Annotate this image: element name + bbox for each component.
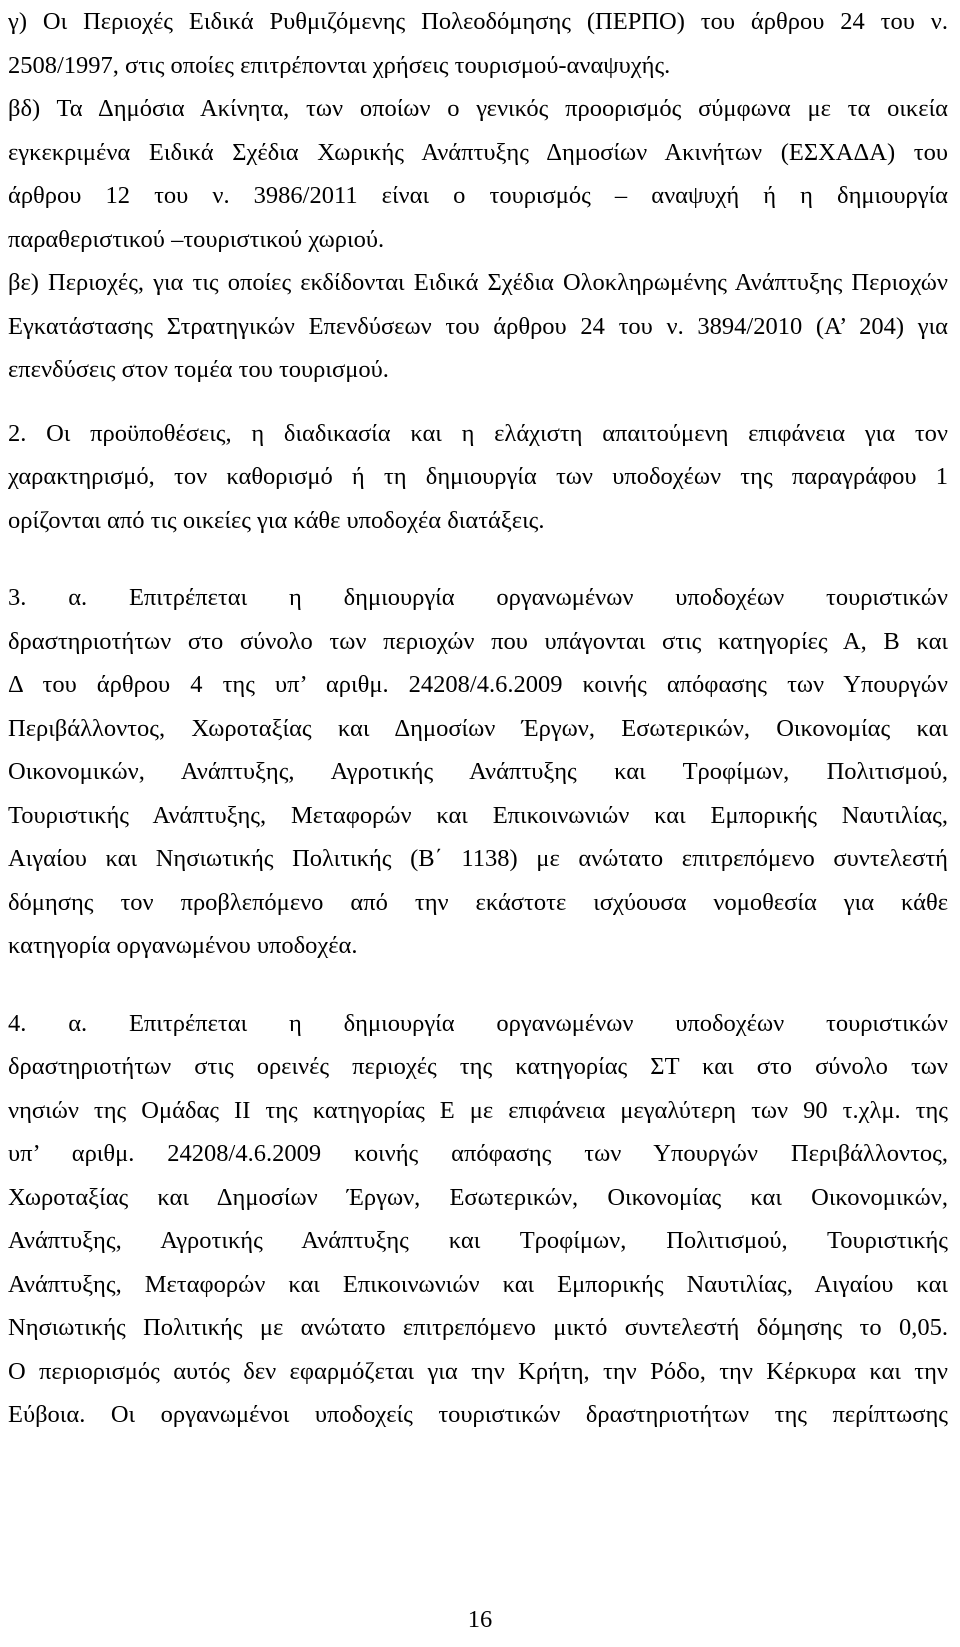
text-line: επενδύσεις στον τομέα του τουρισμού.: [8, 356, 389, 383]
text-line: 2508/1997, στις οποίες επιτρέπονται χρήσεις τουρισμού-αναψυχής.: [8, 51, 671, 79]
paragraph-2: [8, 412, 948, 543]
text-line: γ) Οι Περιοχές Ειδικά Ρυθμιζόμενης Πολεοδόμησης (ΠΕΡΠΟ) του άρθρου 24 του ν.: [8, 8, 948, 35]
text-line: δόμησης τον προβλεπόμενο από την εκάστοτε ισχύουσα νομοθεσία για κάθε: [8, 888, 948, 916]
paragraph-3: [8, 576, 948, 968]
text-line: παραθεριστικού –τουριστικού χωριού.: [8, 225, 385, 253]
text-line: Τουριστικής Ανάπτυξης, Μεταφορών και Επικοινωνιών και Εμπορικής Ναυτιλίας,: [8, 801, 948, 829]
text-line: βε) Περιοχές, για τις οποίες εκδίδονται Ειδικά Σχέδια Ολοκληρωμένης Ανάπτυξης Περιοχών: [8, 269, 948, 296]
text-line: 2. Οι προϋποθέσεις, η διαδικασία και η ελάχιστη απαιτούμενη επιφάνεια για τον: [8, 419, 948, 447]
text-line: Εγκατάστασης Στρατηγικών Επενδύσεων του άρθρου 24 του ν. 3894/2010 (Α’ 204) για: [8, 312, 948, 340]
text-line: κατηγορία οργανωμένου υποδοχέα.: [8, 932, 358, 959]
text-line: Εύβοια. Οι οργανωμένοι υποδοχείς τουριστικών δραστηριοτήτων της περίπτωσης: [8, 1401, 948, 1428]
paragraph-ve: [8, 261, 948, 392]
text-line: Ο περιορισμός αυτός δεν εφαρμόζεται για την Κρήτη, την Ρόδο, την Κέρκυρα και την: [8, 1357, 948, 1385]
page-number: 16: [467, 1606, 493, 1633]
text-line: Οικονομικών, Ανάπτυξης, Αγροτικής Ανάπτυξης και Τροφίμων, Πολιτισμού,: [8, 758, 948, 785]
text-line: νησιών της Ομάδας ΙΙ της κατηγορίας Ε με επιφάνεια μεγαλύτερη των 90 τ.χλμ. της: [8, 1096, 948, 1124]
text-line: εγκεκριμένα Ειδικά Σχέδια Χωρικής Ανάπτυξης Δημοσίων Ακινήτων (ΕΣΧΑΔΑ) του: [8, 138, 948, 166]
text-line: 4. α. Επιτρέπεται η δημιουργία οργανωμένων υποδοχέων τουριστικών: [8, 1009, 948, 1037]
text-line: Αιγαίου και Νησιωτικής Πολιτικής (Β΄ 1138) με ανώτατο επιτρεπόμενο συντελεστή: [8, 845, 948, 872]
text-line: 3. α. Επιτρέπεται η δημιουργία οργανωμένων υποδοχέων τουριστικών: [8, 584, 948, 611]
document-body: [8, 0, 948, 1437]
text-line: Περιβάλλοντος, Χωροταξίας και Δημοσίων Έργων, Εσωτερικών, Οικονομίας και: [8, 714, 948, 742]
text-line: Δ του άρθρου 4 της υπ’ αριθμ. 24208/4.6.2009 κοινής απόφασης των Υπουργών: [8, 671, 948, 698]
text-line: άρθρου 12 του ν. 3986/2011 είναι ο τουρισμός – αναψυχή ή η δημιουργία: [8, 182, 948, 209]
text-line: Ανάπτυξης, Αγροτικής Ανάπτυξης και Τροφίμων, Πολιτισμού, Τουριστικής: [8, 1227, 948, 1254]
text-line: υπ’ αριθμ. 24208/4.6.2009 κοινής απόφασης των Υπουργών Περιβάλλοντος,: [8, 1140, 948, 1167]
text-line: Νησιωτικής Πολιτικής με ανώτατο επιτρεπόμενο μικτό συντελεστή δόμησης το 0,05.: [8, 1314, 948, 1341]
text-line: Ανάπτυξης, Μεταφορών και Επικοινωνιών και Εμπορικής Ναυτιλίας, Αιγαίου και: [8, 1270, 948, 1298]
paragraph-gamma: [8, 0, 948, 87]
text-line: βδ) Τα Δημόσια Ακίνητα, των οποίων ο γενικός προορισμός σύμφωνα με τα οικεία: [8, 95, 948, 122]
text-line: ορίζονται από τις οικείες για κάθε υποδοχέα διατάξεις.: [8, 506, 545, 534]
text-line: χαρακτηρισμό, τον καθορισμό ή τη δημιουργία των υποδοχέων της παραγράφου 1: [8, 463, 948, 490]
paragraph-4: [8, 1002, 948, 1437]
text-line: δραστηριοτήτων στο σύνολο των περιοχών που υπάγονται στις κατηγορίες Α, Β και: [8, 627, 948, 655]
text-line: Χωροταξίας και Δημοσίων Έργων, Εσωτερικών, Οικονομίας και Οικονομικών,: [8, 1183, 948, 1211]
paragraph-vd: [8, 87, 948, 261]
text-line: δραστηριοτήτων στις ορεινές περιοχές της κατηγορίας ΣΤ και στο σύνολο των: [8, 1053, 948, 1080]
